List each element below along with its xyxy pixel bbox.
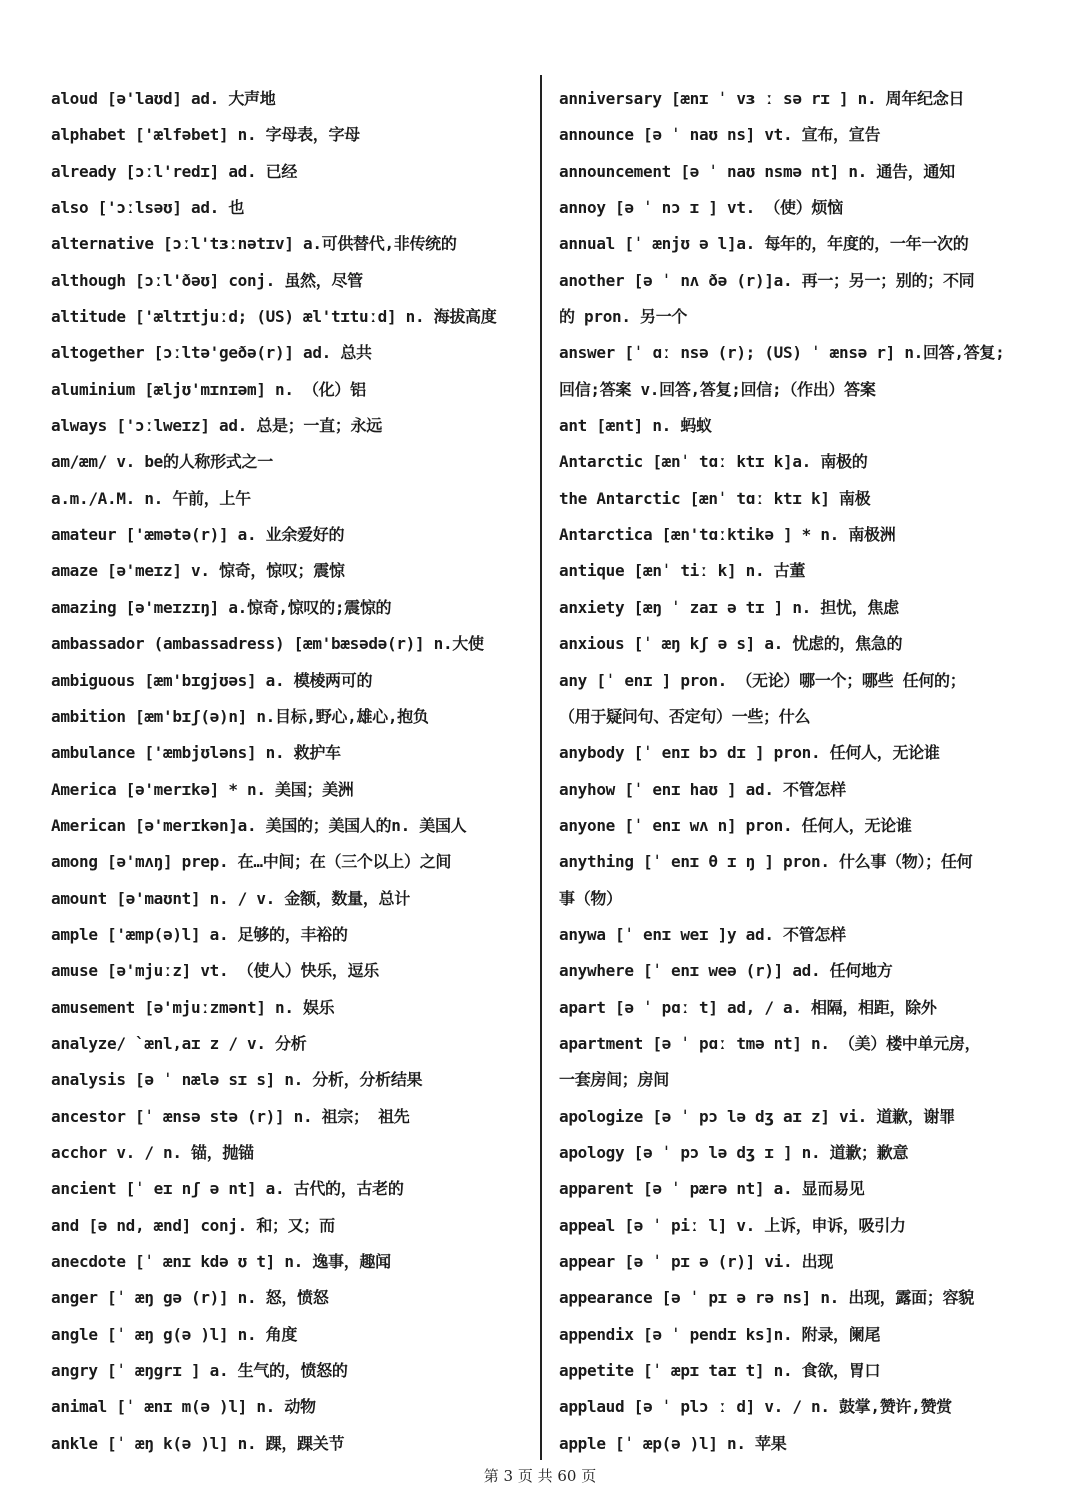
vocab-line: anxious [ˈ æŋ kʃ ə s] a. 忧虑的，焦急的 (559, 634, 903, 654)
vocab-line: although [ɔːl'ðəʊ] conj. 虽然，尽管 (51, 270, 363, 290)
vocab-line: amuse [ə'mjuːz] vt. （使人）快乐，逗乐 (51, 961, 379, 981)
vocab-line: antique [ænˈ tiː k] n. 古董 (559, 561, 806, 581)
vocab-line: 的 pron. 另一个 (559, 307, 688, 327)
vocab-line: ample ['æmp(ə)l] a. 足够的，丰裕的 (51, 924, 348, 944)
vocab-line: always ['ɔːlweɪz] ad. 总是；一直；永远 (51, 416, 382, 436)
vocab-line: appetite [ˈ æpɪ taɪ t] n. 食欲，胃口 (559, 1361, 881, 1381)
vocab-line: appear [ə ˈ pɪ ə (r)] vi. 出现 (559, 1252, 834, 1271)
vocab-line: annual [ˈ ænjʊ ə l]a. 每年的，年度的，一年一次的 (559, 234, 969, 254)
vocab-line: ambition [æm'bɪʃ(ə)n] n.目标,野心,雄心,抱负 (51, 706, 429, 726)
vocab-line: another [ə ˈ nʌ ðə (r)]a. 再一；另一；别的；不同 (559, 270, 975, 290)
vocab-line: apple [ˈ æp(ə )l] n. 苹果 (559, 1433, 787, 1453)
vocab-line: aloud [ə'laʊd] ad. 大声地 (51, 89, 276, 108)
vocab-line: the Antarctic [ænˈ tɑː ktɪ k] 南极 (559, 488, 871, 508)
vocab-line: anywhere [ˈ enɪ weə (r)] ad. 任何地方 (559, 961, 893, 981)
vocab-line: apartment [ə ˈ pɑː tmə nt] n. （美）楼中单元房， (559, 1033, 981, 1053)
vocab-line: ancient [ˈ eɪ nʃ ə nt] a. 古代的，古老的 (51, 1179, 404, 1199)
vocab-line: applaud [ə ˈ plɔ ː d] v. / n. 鼓掌,赞许,赞赏 (559, 1397, 952, 1417)
vocab-line: altogether [ɔːltə'geðə(r)] ad. 总共 (51, 343, 372, 363)
vocab-line: appendix [ə ˈ pendɪ ks]n. 附录，阑尾 (559, 1324, 881, 1344)
vocab-line: announce [ə ˈ naʊ ns] vt. 宣布，宣告 (559, 125, 881, 145)
vocab-line: apologize [ə ˈ pɔ lə dʒ aɪ z] vi. 道歉，谢罪 (559, 1106, 955, 1126)
vocab-line: analysis [ə ˈ nælə sɪ s] n. 分析，分析结果 (51, 1070, 423, 1090)
vocab-line: anxiety [æŋ ˈ zaɪ ə tɪ ] n. 担忧，焦虑 (559, 597, 899, 617)
vocab-line: 事（物） (559, 888, 622, 908)
vocab-line: annoy [ə ˈ nɔ ɪ ] vt. （使）烦恼 (559, 198, 843, 218)
vocab-line: aluminium [æljʊ'mɪnɪəm] n. （化）铝 (51, 379, 366, 399)
vocab-line: also ['ɔːlsəʊ] ad. 也 (51, 198, 245, 218)
vocab-line: amateur ['æmətə(r)] a. 业余爱好的 (51, 525, 345, 545)
vocab-line: angle [ˈ æŋ g(ə )l] n. 角度 (51, 1324, 298, 1344)
vocab-line: altitude ['æltɪtjuːd; (US) æl'tɪtuːd] n. 海拔高度 (51, 307, 497, 327)
vocab-line: acchor v. / n. 锚，抛锚 (51, 1142, 254, 1162)
vocab-line: apparent [ə ˈ pærə nt] a. 显而易见 (559, 1179, 865, 1199)
vocab-line: animal [ˈ ænɪ m(ə )l] n. 动物 (51, 1397, 316, 1417)
vocab-line: analyze/ `ænl,aɪ z / v. 分析 (51, 1033, 307, 1053)
vocab-line: American [ə'merɪkən]a. 美国的；美国人的n. 美国人 (51, 815, 467, 835)
column-divider (540, 75, 542, 1460)
vocab-line: alphabet ['ælfəbet] n. 字母表，字母 (51, 125, 360, 145)
vocab-line: alternative [ɔːl'tɜːnətɪv] a.可供替代,非传统的 (51, 234, 457, 254)
vocab-line: ambiguous [æm'bɪgjʊəs] a. 模棱两可的 (51, 670, 373, 690)
vocab-line: appearance [ə ˈ pɪ ə rə ns] n. 出现，露面；容貌 (559, 1288, 974, 1308)
vocab-line: apart [ə ˈ pɑː t] ad, / a. 相隔，相距，除外 (559, 997, 937, 1017)
vocab-line: anywa [ˈ enɪ weɪ ]y ad. 不管怎样 (559, 924, 846, 944)
vocab-line: angry [ˈ æŋgrɪ ] a. 生气的，愤怒的 (51, 1361, 348, 1381)
vocab-line: Antarctica [æn'tɑːktikə ] * n. 南极洲 (559, 525, 896, 545)
vocab-line: amaze [ə'meɪz] v. 惊奇，惊叹；震惊 (51, 561, 345, 581)
page-footer: 第 3 页 共 60 页 (483, 1467, 597, 1485)
vocab-line: anything [ˈ enɪ θ ɪ ŋ ] pron. 什么事（物）；任何 (559, 852, 973, 872)
vocab-line: （用于疑问句、否定句）一些；什么 (559, 706, 811, 726)
vocab-line: amusement [ə'mjuːzmənt] n. 娱乐 (51, 997, 335, 1017)
vocab-line: among [ə'mʌŋ] prep. 在…中间；在（三个以上）之间 (51, 852, 452, 872)
vocab-line: ambulance ['æmbjʊləns] n. 救护车 (51, 743, 341, 763)
vocab-line: anniversary [ænɪ ˈ vɜ ː sə rɪ ] n. 周年纪念日 (559, 89, 965, 108)
vocab-line: amount [ə'maʊnt] n. / v. 金额，数量，总计 (51, 888, 410, 908)
vocab-line: a.m./A.M. n. 午前，上午 (51, 488, 251, 508)
vocab-line: America [ə'merɪkə] * n. 美国；美洲 (51, 779, 354, 799)
vocab-line: anyhow [ˈ enɪ haʊ ] ad. 不管怎样 (559, 779, 846, 799)
vocab-line: announcement [ə ˈ naʊ nsmə nt] n. 通告，通知 (559, 161, 955, 181)
vocab-line: apology [ə ˈ pɔ lə dʒ ɪ ] n. 道歉；歉意 (559, 1142, 909, 1162)
vocab-line: anecdote [ˈ ænɪ kdə ʊ t] n. 逸事，趣闻 (51, 1252, 391, 1271)
vocab-line: anger [ˈ æŋ gə (r)] n. 怒，愤怒 (51, 1288, 329, 1308)
vocab-line: anyone [ˈ enɪ wʌ n] pron. 任何人，无论谁 (559, 815, 912, 835)
vocab-line: and [ə nd, ænd] conj. 和；又；而 (51, 1215, 335, 1235)
vocab-line: answer [ˈ ɑː nsə (r); (US) ˈ ænsə r] n.回答,答复; (559, 343, 1005, 363)
vocab-line: ankle [ˈ æŋ k(ə )l] n. 踝，踝关节 (51, 1433, 345, 1453)
right-column (559, 81, 1044, 1462)
vocab-line: Antarctic [ænˈ tɑː ktɪ k]a. 南极的 (559, 452, 868, 472)
vocab-line: already [ɔːl'redɪ] ad. 已经 (51, 161, 298, 181)
vocab-line: amazing [ə'meɪzɪŋ] a.惊奇,惊叹的;震惊的 (51, 597, 392, 617)
vocab-line: ambassador (ambassadress) [æm'bæsədə(r)] n.大使 (51, 634, 484, 654)
vocab-line: appeal [ə ˈ piː l] v. 上诉，申诉，吸引力 (559, 1215, 906, 1235)
vocab-line: anybody [ˈ enɪ bɔ dɪ ] pron. 任何人，无论谁 (559, 743, 940, 763)
vocab-line: ant [ænt] n. 蚂蚁 (559, 416, 712, 436)
vocab-line: 回信;答案 v.回答,答复;回信;（作出）答案 (559, 379, 876, 399)
vocab-line: ancestor [ˈ ænsə stə (r)] n. 祖宗； 祖先 (51, 1106, 410, 1126)
left-column (51, 81, 531, 1462)
vocab-line: am/æm/ v. be的人称形式之一 (51, 452, 273, 472)
vocab-line: any [ˈ enɪ ] pron. （无论）哪一个；哪些 任何的； (559, 670, 966, 690)
vocab-line: 一套房间；房间 (559, 1070, 669, 1090)
